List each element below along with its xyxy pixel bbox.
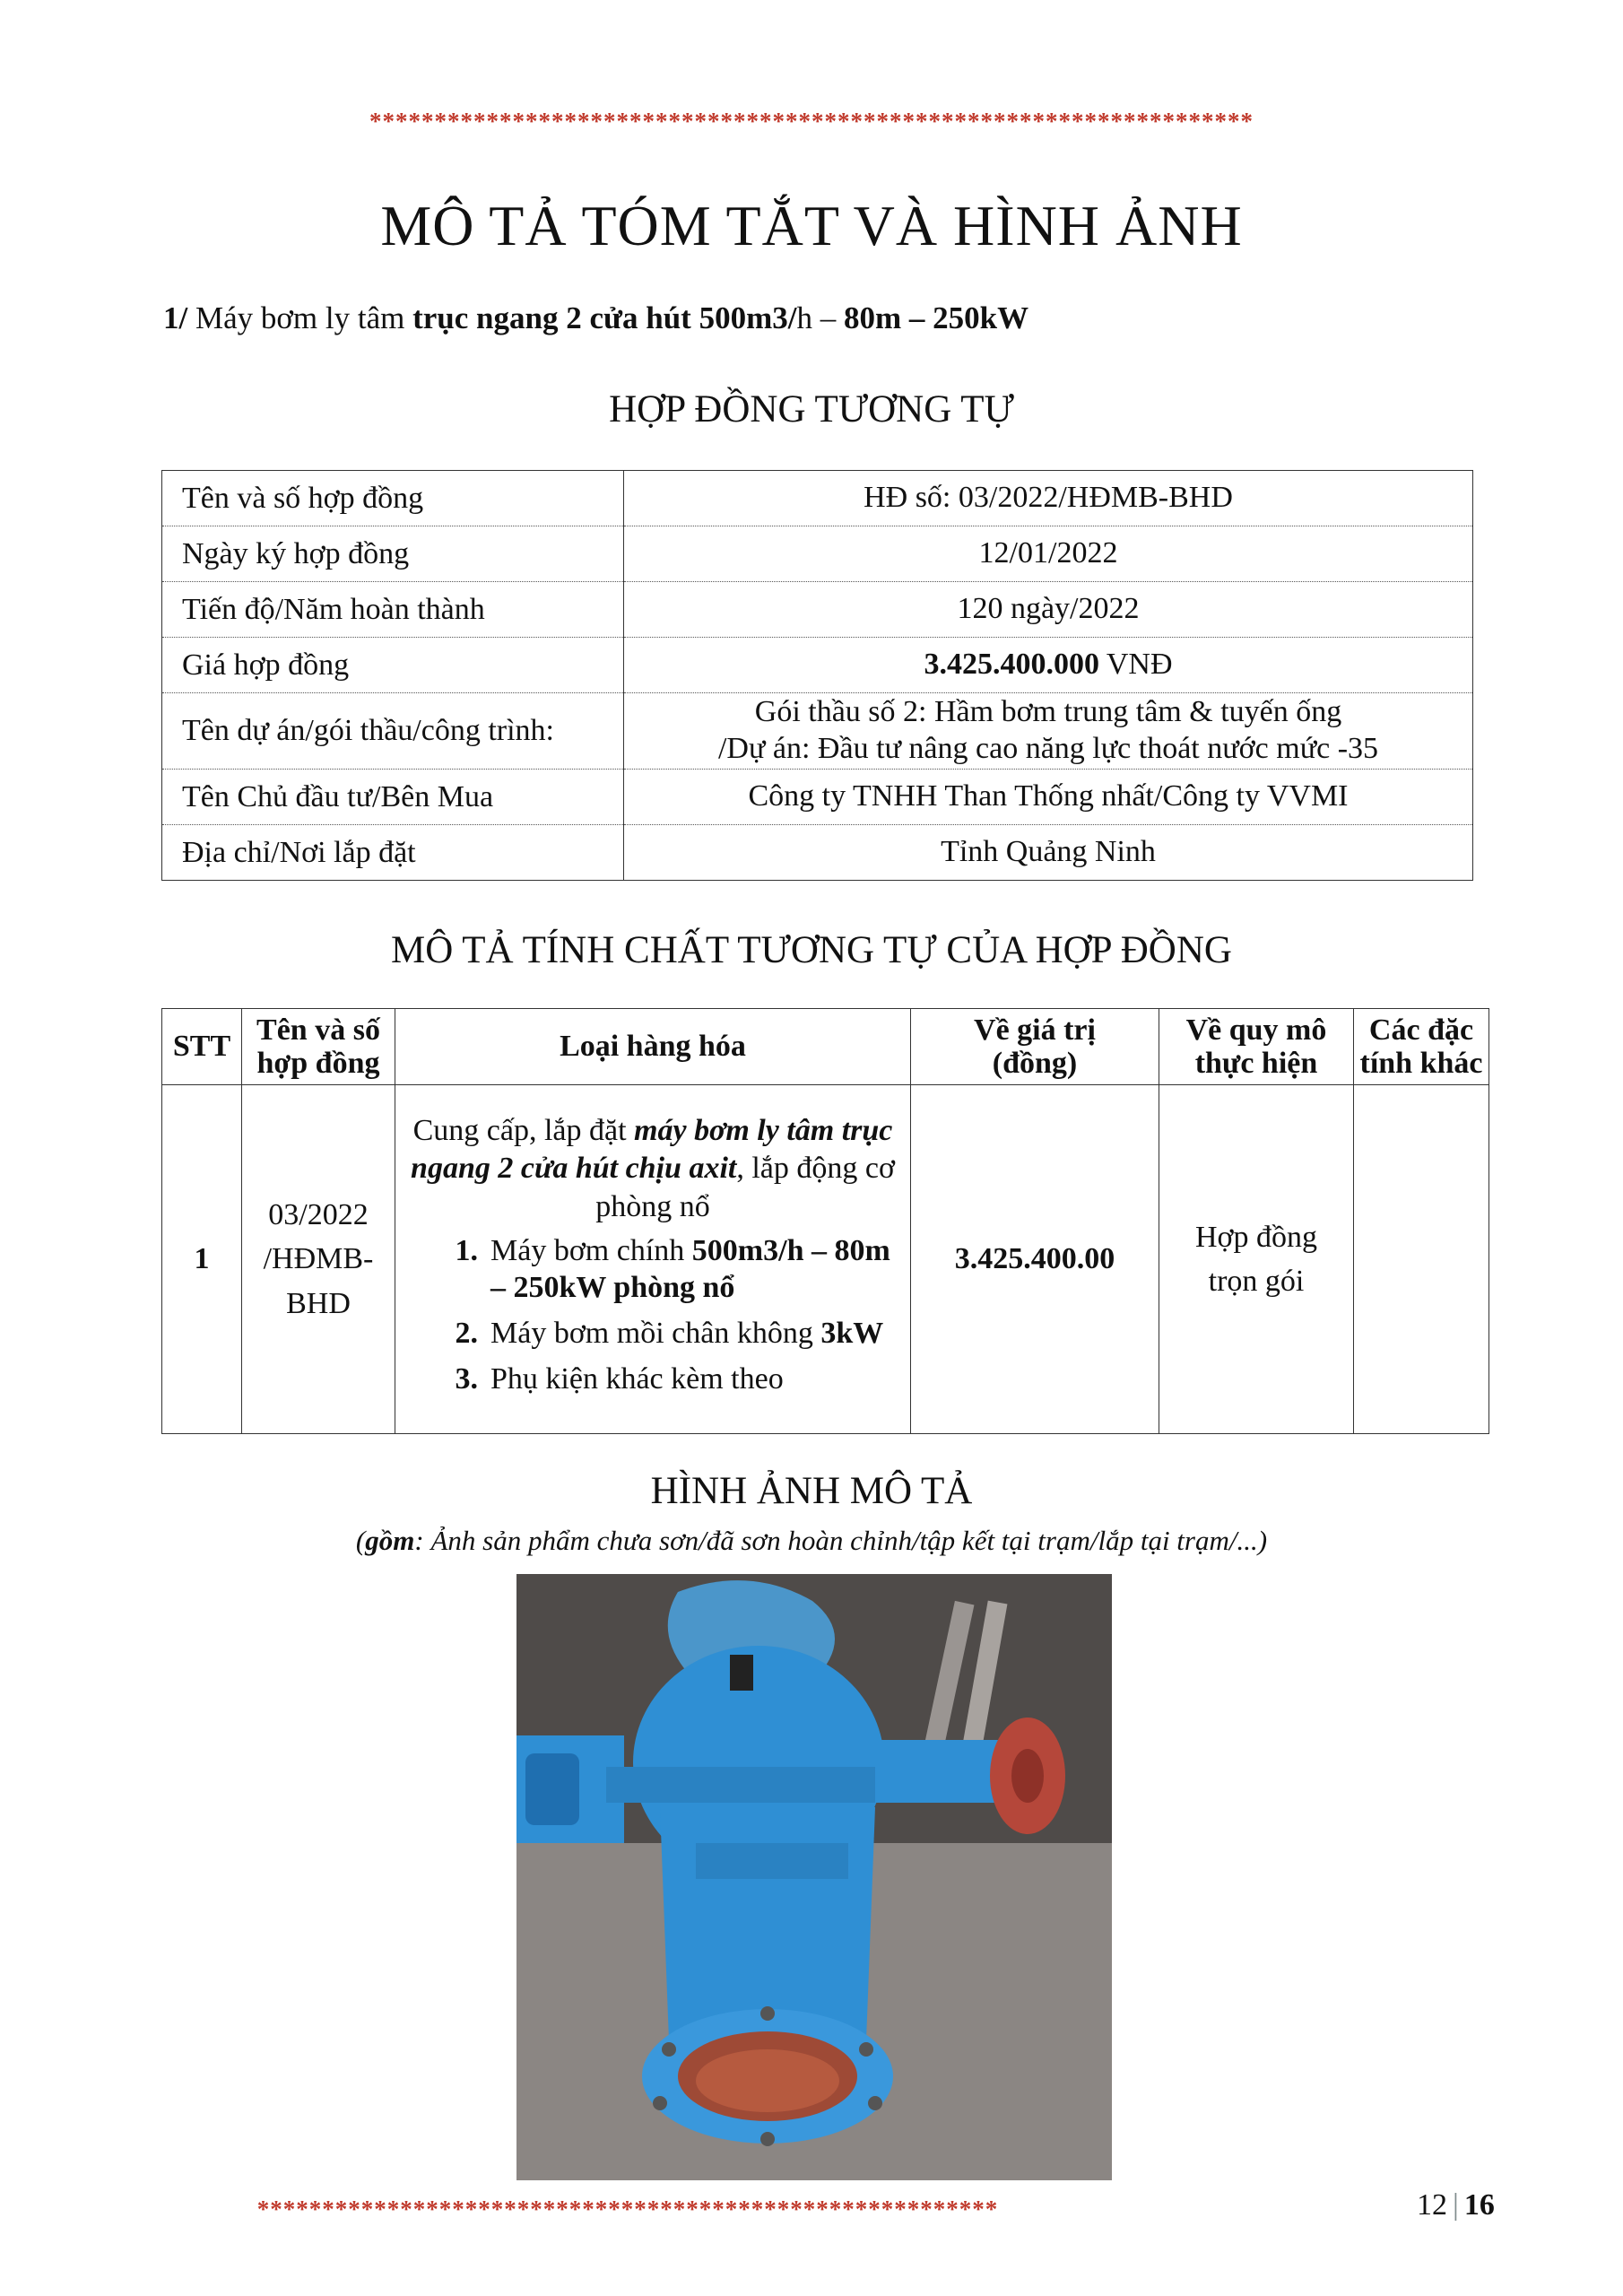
contract-price-currency: VNĐ — [1098, 648, 1173, 682]
row-value: HĐ số: 03/2022/HĐMB-BHD — [624, 471, 1473, 526]
row-label: Tên và số hợp đồng — [162, 471, 624, 526]
header-scale — [1159, 1009, 1354, 1085]
contract-price-amount: 3.425.400.000 — [924, 648, 1099, 682]
list-item-number: 2. — [455, 1316, 478, 1350]
cell-contract-l1: 03/2022 — [268, 1198, 369, 1232]
cell-contract — [242, 1085, 395, 1434]
row-value — [624, 638, 1473, 693]
header-other-l2: tính khác — [1359, 1047, 1483, 1080]
contract-section-title: HỢP ĐỒNG TƯƠNG TỰ — [609, 388, 1014, 430]
item-heading — [163, 300, 1028, 336]
list-item — [406, 1233, 899, 1307]
row-label: Ngày ký hợp đồng — [162, 526, 624, 582]
cell-scale — [1159, 1085, 1354, 1434]
item-text-c: h – — [796, 300, 844, 335]
header-contract-l1: Tên và số — [256, 1013, 380, 1047]
cell-scale-l1: Hợp đồng — [1194, 1220, 1318, 1254]
list-item — [406, 1316, 899, 1352]
cell-value: 3.425.400.00 — [911, 1085, 1159, 1434]
project-line-2: /Dự án: Đầu tư nâng cao năng lực thoát nước mức -35 — [717, 732, 1379, 765]
table-row — [162, 1085, 1489, 1434]
page-current: 12 — [1417, 2188, 1447, 2222]
nature-section-title: MÔ TẢ TÍNH CHẤT TƯƠNG TỰ CỦA HỢP ĐỒNG — [391, 929, 1232, 971]
header-value — [911, 1009, 1159, 1085]
header-value-l1: Về giá trị — [974, 1013, 1096, 1047]
page-title: MÔ TẢ TÓM TẮT VÀ HÌNH ẢNH — [380, 194, 1243, 257]
list-item-text: Phụ kiện khác kèm theo — [490, 1361, 784, 1396]
image-note: (gồm: Ảnh sản phẩm chưa sơn/đã sơn hoàn chỉnh/tập kết tại trạm/lắp tại trạm/...) — [355, 1525, 1268, 1556]
image-note-bold: gồm — [365, 1525, 415, 1556]
goods-intro-b: máy bơm ly tâm trục ngang 2 cửa hút chịu axit — [411, 1113, 893, 1186]
cell-scale-l2: trọn gói — [1208, 1265, 1305, 1298]
table-row — [162, 770, 1473, 825]
header-contract — [242, 1009, 395, 1085]
page-separator: | — [1453, 2188, 1459, 2222]
item-text-d: 80m – 250kW — [843, 300, 1029, 335]
table-row — [162, 471, 1473, 526]
cell-contract-l2: /HĐMB- — [263, 1242, 374, 1276]
header-value-l2: (đồng) — [992, 1047, 1078, 1080]
header-goods: Loại hàng hóa — [395, 1009, 911, 1085]
list-item-number: 3. — [455, 1361, 478, 1396]
goods-list — [406, 1233, 899, 1397]
cell-contract-l3: BHD — [286, 1286, 351, 1320]
header-stt: STT — [162, 1009, 242, 1085]
table-row — [162, 526, 1473, 582]
page-total: 16 — [1463, 2188, 1495, 2222]
row-value: Công ty TNHH Than Thống nhất/Công ty VVMI — [624, 770, 1473, 825]
row-value: Tỉnh Quảng Ninh — [624, 825, 1473, 881]
list-item-number: 1. — [455, 1234, 478, 1268]
row-label: Tên dự án/gói thầu/công trình: — [162, 693, 624, 770]
header-contract-l2: hợp đồng — [256, 1047, 380, 1080]
table-row — [162, 693, 1473, 770]
cell-goods — [395, 1085, 911, 1434]
pump-icon — [516, 1574, 1112, 2180]
table-header-row — [162, 1009, 1489, 1085]
contract-table — [161, 470, 1473, 881]
table-row — [162, 638, 1473, 693]
header-other — [1354, 1009, 1489, 1085]
item-text-b: trục ngang 2 cửa hút 500m3/ — [412, 300, 797, 335]
item-number: 1/ — [163, 300, 188, 335]
header-scale-l2: thực hiện — [1194, 1047, 1318, 1080]
row-label: Tiến độ/Năm hoàn thành — [162, 582, 624, 638]
goods-intro-a: Cung cấp, lắp đặt — [412, 1113, 635, 1147]
item-text-a: Máy bơm ly tâm — [187, 300, 413, 335]
cell-stt: 1 — [162, 1085, 242, 1434]
table-row — [162, 582, 1473, 638]
row-value: 120 ngày/2022 — [624, 582, 1473, 638]
project-line-1: Gói thầu số 2: Hầm bơm trung tâm & tuyến ống — [754, 695, 1342, 729]
cell-other — [1354, 1085, 1489, 1434]
image-section-title: HÌNH ẢNH MÔ TẢ — [650, 1470, 973, 1512]
pump-photo — [516, 1574, 1112, 2180]
goods-intro — [406, 1112, 899, 1227]
header-other-l1: Các đặc — [1368, 1013, 1474, 1047]
header-scale-l1: Về quy mô — [1185, 1013, 1327, 1047]
list-item-text: Máy bơm mồi chân không 3kW — [490, 1316, 884, 1350]
decor-stars-top: ******************************************************************** — [369, 108, 1254, 135]
list-item — [406, 1361, 899, 1398]
goods-intro-c: , lắp động cơ phòng nổ — [595, 1152, 895, 1223]
list-item-text: Máy bơm chính 500m3/h – 80m – 250kW phòng nổ — [490, 1234, 890, 1304]
page-number — [1417, 2188, 1495, 2222]
decor-stars-bottom: ********************************************************* — [256, 2196, 999, 2222]
row-value: 12/01/2022 — [624, 526, 1473, 582]
row-label: Địa chỉ/Nơi lắp đặt — [162, 825, 624, 881]
row-label: Giá hợp đồng — [162, 638, 624, 693]
row-label: Tên Chủ đầu tư/Bên Mua — [162, 770, 624, 825]
nature-table — [161, 1008, 1489, 1434]
table-row — [162, 825, 1473, 881]
row-value — [624, 693, 1473, 770]
